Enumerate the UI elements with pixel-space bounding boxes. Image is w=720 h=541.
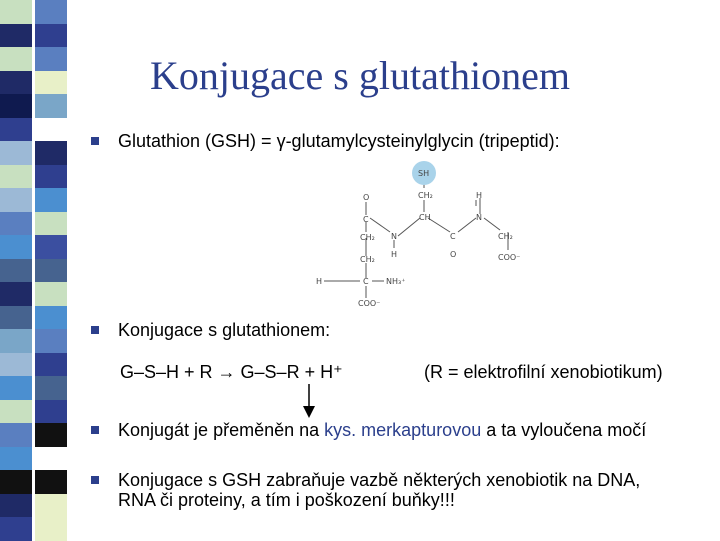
stripe-square (0, 118, 32, 142)
stripe-square (0, 24, 32, 48)
stripe-square (0, 306, 32, 330)
stripe-square (35, 282, 67, 306)
bullet-text-3-end: a ta vyloučena močí (481, 420, 647, 440)
atom-c-carbonyl2: C (450, 232, 456, 241)
bullet-text-4-line1: Konjugace s GSH zabraňuje vazbě některých xenobiotik na DNA, (118, 470, 641, 490)
stripe-square (0, 470, 32, 494)
bullet-text-2: Konjugace s glutathionem: (118, 320, 331, 340)
stripe-square (35, 329, 67, 353)
atom-coo-left: COO⁻ (358, 299, 381, 308)
bullet-text-4 (118, 470, 640, 510)
atom-h-n1: H (391, 250, 398, 259)
stripe-square (35, 470, 67, 494)
stripe-square (35, 400, 67, 424)
stripe-square (0, 329, 32, 353)
stripe-square (35, 353, 67, 377)
stripe-square (0, 259, 32, 283)
atom-ch-cys: CH (419, 213, 431, 222)
stripe-square (0, 423, 32, 447)
stripe-square (0, 235, 32, 259)
slide-title: Konjugace s glutathionem (150, 53, 570, 98)
stripe-square (35, 0, 67, 24)
stripe-square (0, 165, 32, 189)
stripe-square (35, 517, 67, 541)
atom-o2: O (450, 250, 457, 259)
stripe-square (35, 306, 67, 330)
stripe-square (0, 212, 32, 236)
atom-ch2-cys: CH₂ (418, 191, 433, 200)
atom-o1: O (363, 193, 370, 202)
stripe-square (35, 118, 67, 142)
atom-n2: N (476, 213, 482, 222)
stripe-square (35, 494, 67, 518)
atom-ch2-a: CH₂ (360, 233, 375, 242)
stripe-square (0, 376, 32, 400)
atom-c-alpha: C (363, 277, 369, 286)
stripe-square (35, 423, 67, 447)
stripe-square (0, 400, 32, 424)
stripe-square (35, 188, 67, 212)
stripe-square (0, 282, 32, 306)
bullet-marker-4 (91, 476, 99, 484)
mercapturic-acid-term: kys. merkapturovou (324, 420, 482, 440)
atom-h-left: H (316, 277, 323, 286)
atom-ch2-b: CH₂ (360, 255, 375, 264)
stripe-square (0, 141, 32, 165)
conjugation-equation: G–S–H + R → G–S–R + H⁺ (120, 362, 343, 382)
stripe-square (35, 165, 67, 189)
atom-ch2-gly: CH₂ (498, 232, 513, 241)
bullet-text-4-line2: RNA či proteiny, a tím i poškození buňky!!! (118, 490, 455, 510)
stripe-square (0, 517, 32, 541)
stripe-square (0, 188, 32, 212)
atom-coo-right: COO⁻ (498, 253, 521, 262)
bullet-marker-1 (91, 137, 99, 145)
stripe-square (0, 494, 32, 518)
stripe-square (35, 24, 67, 48)
stripe-square (35, 235, 67, 259)
stripe-square (0, 353, 32, 377)
atom-h-n2: H (476, 191, 483, 200)
stripe-square (0, 0, 32, 24)
atom-c-carbonyl1: C (363, 215, 369, 224)
stripe-square (35, 212, 67, 236)
bullet-text-3-start: Konjugát je přeměněn na (118, 420, 325, 440)
glutathione-structure (300, 160, 530, 310)
bullet-marker-2 (91, 326, 99, 334)
stripe-square (35, 141, 67, 165)
equation-note: (R = elektrofilní xenobiotikum) (424, 362, 663, 382)
stripe-square (35, 259, 67, 283)
stripe-square (35, 376, 67, 400)
stripe-square (35, 447, 67, 471)
bullet-text-1: Glutathion (GSH) = γ-glutamylcysteinylglycin (tripeptid): (118, 131, 560, 151)
atom-n1: N (391, 232, 397, 241)
stripe-square (0, 447, 32, 471)
bullet-text-3 (118, 420, 646, 440)
atom-sh: SH (418, 169, 430, 178)
bullet-marker-3 (91, 426, 99, 434)
atom-nh3: NH₃⁺ (386, 277, 406, 286)
